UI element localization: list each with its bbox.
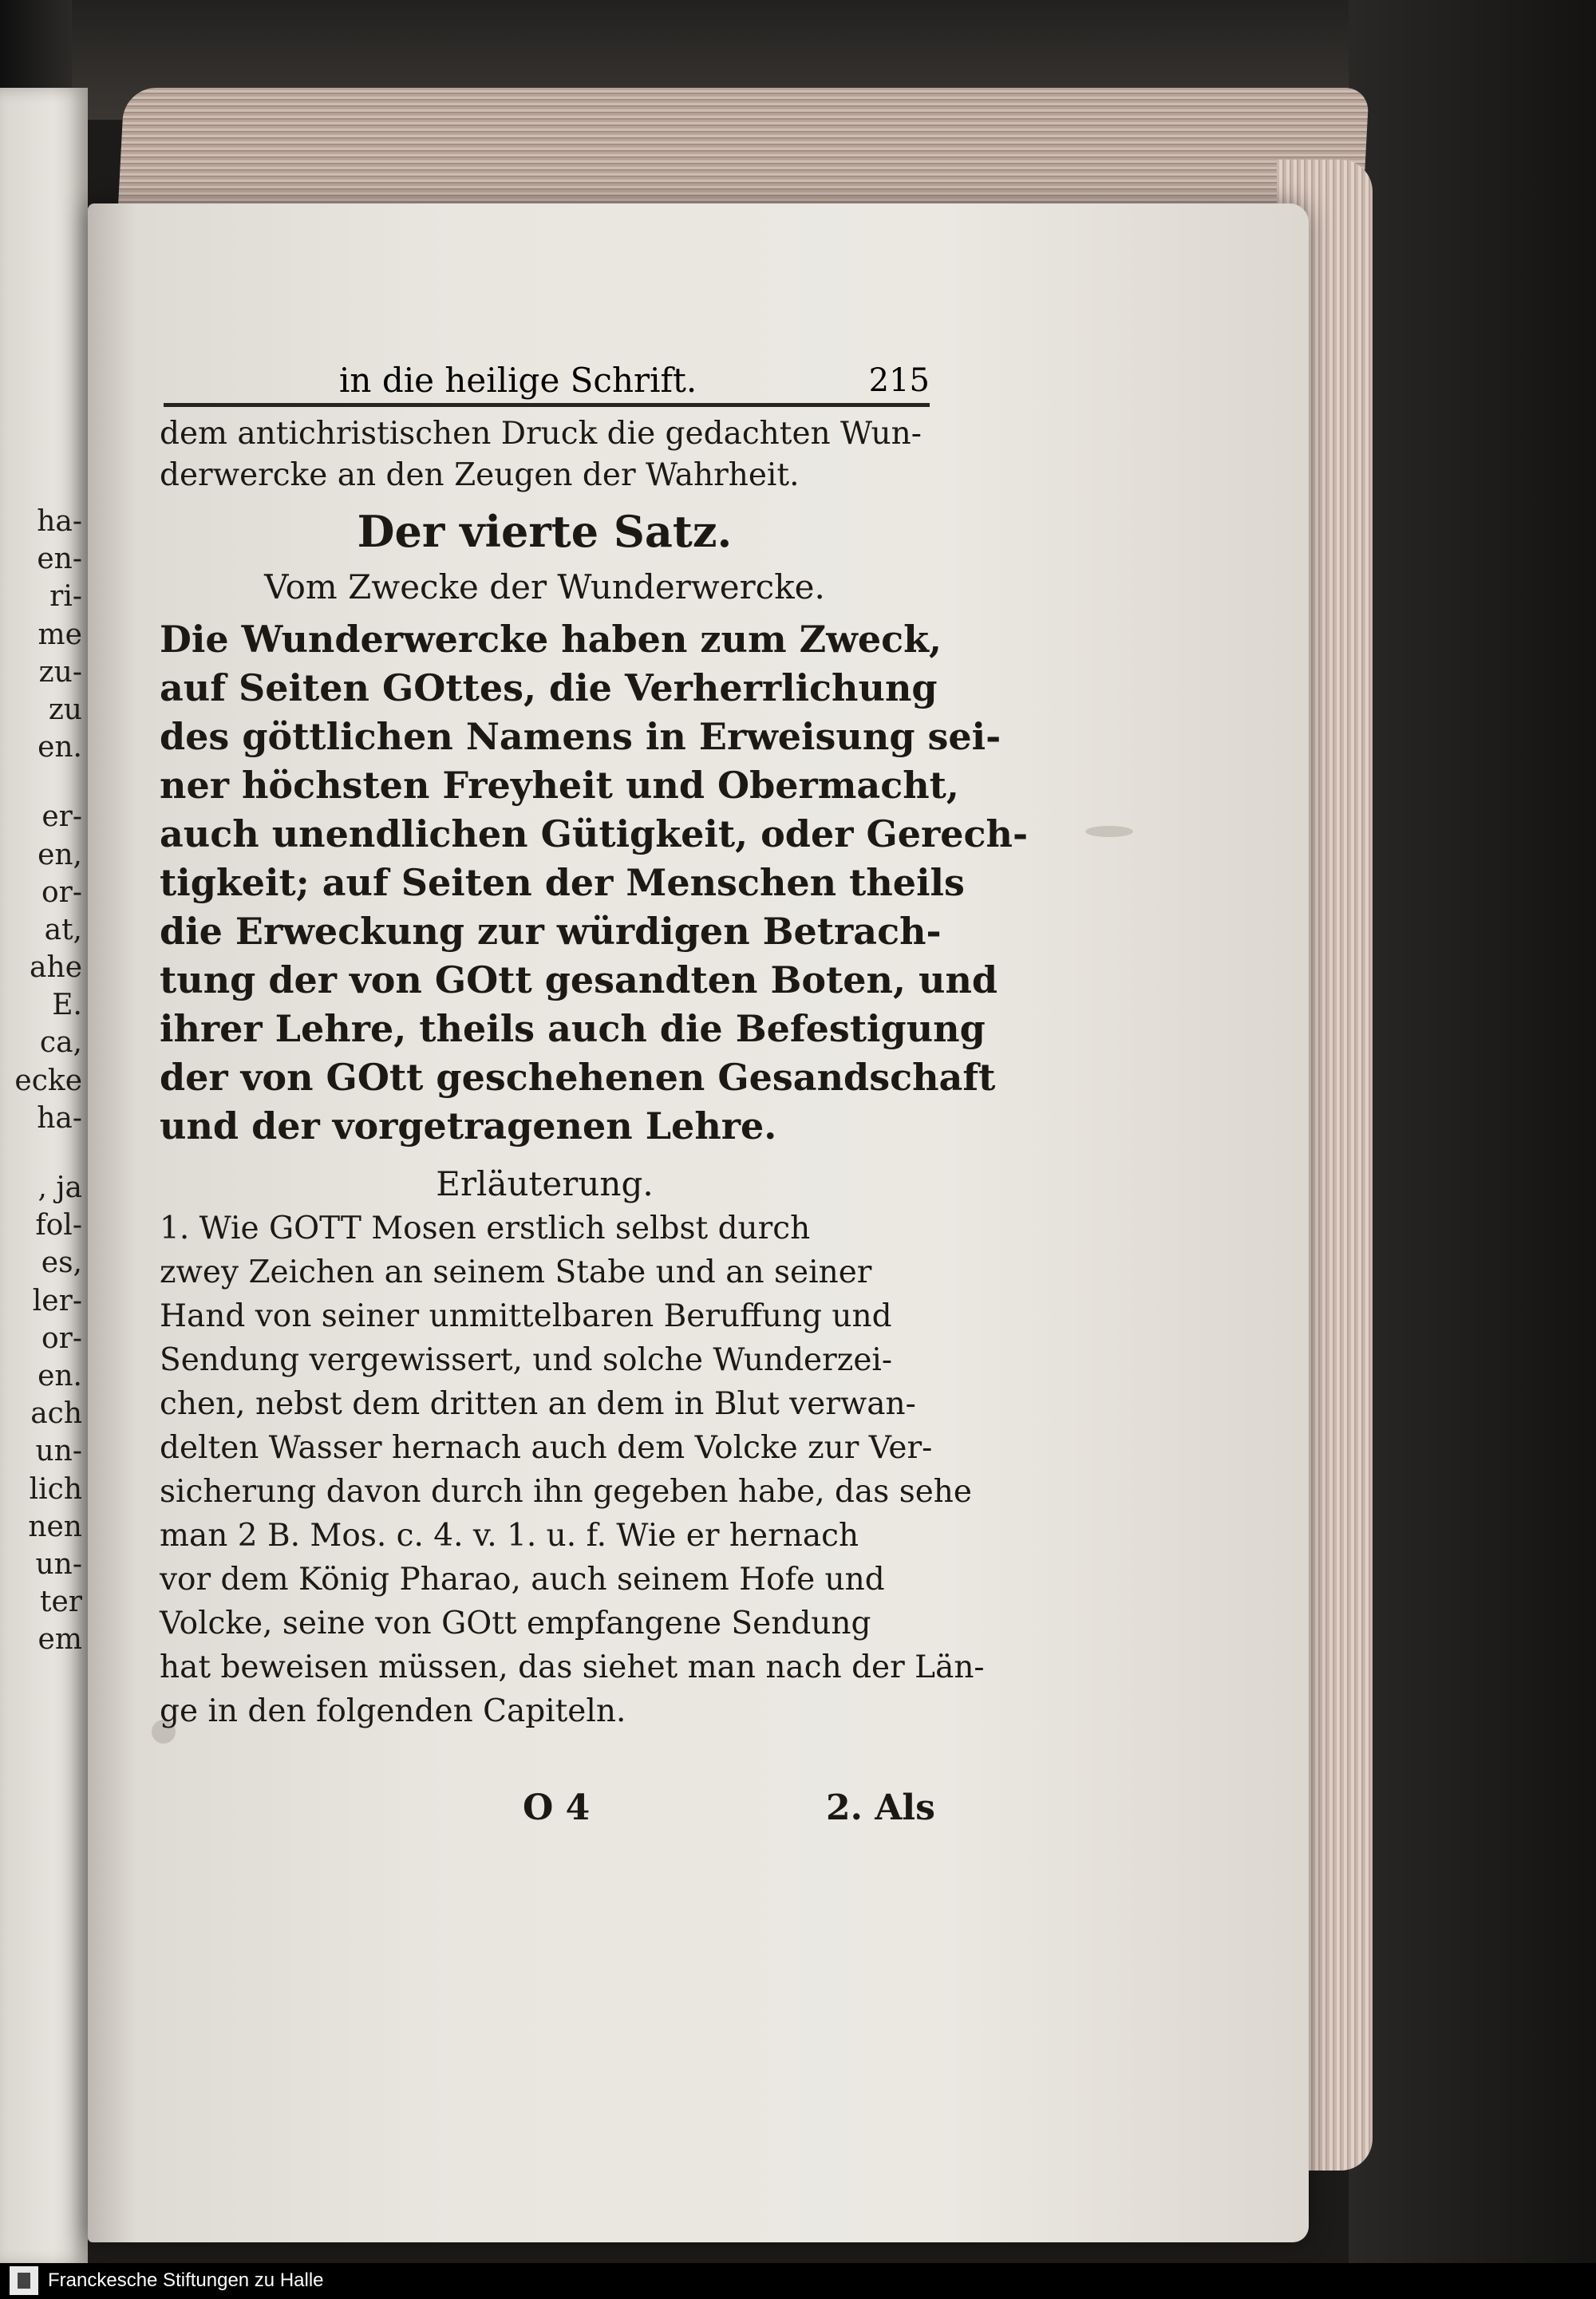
facing-line: , ja <box>38 1171 82 1204</box>
paper-stain <box>1085 826 1133 837</box>
facing-line: ri- <box>49 580 82 614</box>
facing-line: un- <box>35 1435 82 1468</box>
thesis-line: auf Seiten GOttes, die Verherrlichung <box>160 666 938 709</box>
institution-logo-icon <box>10 2266 38 2295</box>
thesis-line: ihrer Lehre, theils auch die Befestigung <box>160 1007 986 1050</box>
facing-page-text <box>14 503 82 1658</box>
facing-line: en, <box>38 838 82 871</box>
explanation-line: chen, nebst dem dritten an dem in Blut verwan- <box>160 1386 916 1422</box>
section-title: Der vierte Satz. <box>357 506 733 557</box>
explanation-line: Volcke, seine von GOtt empfangene Sendung <box>160 1606 871 1641</box>
explanation-line: ge in den folgenden Capiteln. <box>160 1693 626 1729</box>
facing-line: ach <box>30 1397 82 1431</box>
running-header <box>160 361 930 401</box>
facing-line: ca, <box>39 1026 82 1060</box>
explanation-line: Sendung vergewissert, und solche Wunderzei- <box>160 1342 893 1378</box>
signature-mark: O 4 <box>523 1787 591 1828</box>
explanation-line: vor dem König Pharao, auch seinem Hofe und <box>160 1562 885 1598</box>
page-number: 215 <box>868 362 930 399</box>
catchword: 2. Als <box>826 1787 935 1828</box>
explanation-heading: Erläuterung. <box>436 1164 654 1203</box>
facing-line: es, <box>41 1246 82 1280</box>
facing-line: or- <box>41 875 82 909</box>
thesis-line: die Erweckung zur würdigen Betrach- <box>160 910 942 953</box>
facing-page <box>0 88 88 2266</box>
explanation-line: hat beweisen müssen, das siehet man nach der Län- <box>160 1649 985 1685</box>
header-rule <box>164 403 930 407</box>
thesis-line: tigkeit; auf Seiten der Menschen theils <box>160 861 965 904</box>
facing-line: E. <box>52 989 82 1022</box>
thesis-line: des göttlichen Namens in Erweisung sei- <box>160 715 1001 758</box>
facing-line: or- <box>41 1321 82 1355</box>
text-line: derwercke an den Zeugen der Wahrheit. <box>160 457 800 493</box>
thesis-line: auch unendlichen Gütigkeit, oder Gerech- <box>160 812 1029 855</box>
facing-line: lich <box>29 1472 82 1506</box>
facing-line: ha- <box>37 505 82 538</box>
facing-line: nen <box>28 1510 82 1543</box>
attribution-text: Franckesche Stiftungen zu Halle <box>48 2269 324 2291</box>
explanation-line: sicherung davon durch ihn gegeben habe, das sehe <box>160 1474 972 1510</box>
thesis-line: ner höchsten Freyheit und Obermacht, <box>160 764 959 807</box>
explanation-line: Hand von seiner unmittelbaren Beruffung und <box>160 1298 892 1334</box>
section-subtitle: Vom Zwecke der Wunderwercke. <box>264 567 825 606</box>
facing-line: zu- <box>38 655 82 689</box>
explanation-line: zwey Zeichen an seinem Stabe und an seiner <box>160 1254 872 1290</box>
thesis-line: tung der von GOtt gesandten Boten, und <box>160 958 998 1001</box>
facing-line: en. <box>38 731 82 764</box>
facing-line: zu <box>48 693 82 726</box>
facing-line: me <box>38 618 82 651</box>
facing-line: ecke <box>14 1064 82 1097</box>
facing-line: ahe <box>30 951 82 985</box>
facing-line: fol- <box>35 1209 82 1242</box>
facing-line: en. <box>38 1359 82 1392</box>
background-right <box>1349 0 1596 2299</box>
thesis-line: Die Wunderwercke haben zum Zweck, <box>160 618 942 661</box>
facing-line: en- <box>37 543 82 576</box>
facing-line: em <box>38 1623 82 1657</box>
facing-line: at, <box>44 913 82 946</box>
running-title: in die heilige Schrift. <box>339 361 697 400</box>
explanation-line: delten Wasser hernach auch dem Volcke zur Ver- <box>160 1430 933 1466</box>
thesis-line: und der vorgetragenen Lehre. <box>160 1104 777 1148</box>
facing-line: ha- <box>37 1101 82 1135</box>
facing-line: er- <box>41 800 82 834</box>
explanation-line: 1. Wie GOTT Mosen erstlich selbst durch <box>160 1211 811 1246</box>
thesis-line: der von GOtt geschehenen Gesandschaft <box>160 1056 996 1099</box>
text-line: dem antichristischen Druck die gedachten Wun- <box>160 416 922 452</box>
facing-line: ter <box>40 1586 82 1619</box>
facing-line: un- <box>35 1547 82 1581</box>
facing-line: ler- <box>32 1284 82 1317</box>
explanation-line: man 2 B. Mos. c. 4. v. 1. u. f. Wie er hernach <box>160 1518 859 1554</box>
